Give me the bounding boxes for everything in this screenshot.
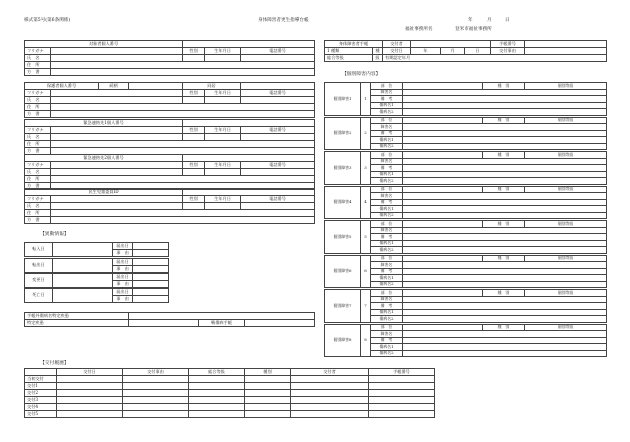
guardian-same-field[interactable] — [241, 83, 315, 90]
disability-grade-label: 個別等級 — [525, 221, 607, 228]
disability-num: 3 — [361, 152, 371, 185]
disability-disease2-field[interactable] — [403, 281, 607, 288]
handbook-month: 月 — [441, 48, 465, 55]
guardian-kata-field[interactable] — [51, 111, 315, 118]
issue-history-cell[interactable] — [123, 411, 189, 418]
disability-label: 個別障害8 — [325, 324, 361, 357]
disability-num: 5 — [361, 221, 371, 254]
issue-history-cell[interactable] — [291, 376, 369, 383]
disability-disease2-label: 傷病名2 — [371, 178, 403, 185]
disability-type-label: 種 別 — [483, 255, 525, 262]
disability-disease1-label: 傷病名1 — [371, 240, 403, 247]
move-date-field[interactable] — [53, 243, 113, 257]
disability-disease1-label: 傷病名1 — [371, 344, 403, 351]
person-gender-label: 性別 — [183, 48, 205, 55]
person-kana-field[interactable] — [51, 48, 183, 55]
move-section-title: 【異動情報】 — [40, 232, 69, 237]
disability-type-label: 種 別 — [483, 290, 525, 297]
disability-label: 個別障害5 — [325, 221, 361, 254]
issue-history-header: 交付者 — [291, 369, 369, 376]
guardian-dob-label: 生年月日 — [205, 90, 241, 97]
disability-part-label: 部 位 — [371, 83, 403, 90]
disability-block — [324, 151, 607, 185]
move-row — [24, 258, 169, 273]
disability-grade-label: 個別等級 — [525, 324, 607, 331]
emergency2-table — [24, 154, 315, 190]
issue-history-cell[interactable] — [123, 404, 189, 411]
disability-grade-label: 個別等級 — [525, 186, 607, 193]
disability-label: 個別障害4 — [325, 186, 361, 219]
guardian-phone-field[interactable] — [241, 97, 315, 104]
handbook-day: 日 — [465, 48, 491, 55]
welfare-kata-field[interactable] — [51, 217, 315, 224]
handbook-year: 年 — [411, 48, 441, 55]
disability-num: 6 — [361, 255, 371, 288]
disability-name-label: 障害名 — [371, 89, 403, 96]
handbook-kind-label: 種 — [373, 48, 383, 55]
person-id-field[interactable] — [183, 41, 315, 48]
disability-grade-label: 個別等級 — [525, 255, 607, 262]
emergency2-dob-label: 生年月日 — [205, 162, 241, 169]
disability-label: 個別障害3 — [325, 152, 361, 185]
guardian-name-field[interactable] — [51, 97, 183, 104]
issue-history-cell[interactable] — [245, 411, 291, 418]
disability-disease2-label: 傷病名2 — [371, 247, 403, 254]
guardian-table — [24, 82, 315, 118]
move-row — [24, 242, 169, 257]
move-row — [24, 273, 169, 288]
disability-disease2-label: 傷病名2 — [371, 316, 403, 323]
move-reason-field[interactable] — [133, 266, 169, 273]
disability-label: 個別障害6 — [325, 255, 361, 288]
emergency1-name-field[interactable] — [51, 134, 183, 141]
person-kata-label: 方 書 — [25, 69, 51, 76]
person-id-label: 対象者個人番号 — [25, 41, 183, 48]
emergency1-phone-field[interactable] — [241, 134, 315, 141]
disability-name-label: 障害名 — [371, 158, 403, 165]
form-number: 様式第5号(第6条関係) — [24, 18, 71, 23]
emergency2-kata-label: 方 書 — [25, 183, 51, 190]
issue-history-header: 手帳番号 — [369, 369, 435, 376]
move-type-label: 死亡日 — [25, 289, 53, 303]
issue-history-cell[interactable] — [57, 397, 123, 404]
disability-name-label: 障害名 — [371, 227, 403, 234]
issue-history-cell[interactable] — [291, 397, 369, 404]
disability-name-label: 障害名 — [371, 296, 403, 303]
emergency1-phone-label: 電話番号 — [241, 127, 315, 134]
disability-block — [324, 324, 607, 358]
date-day: 日 — [505, 18, 510, 23]
issue-history-cell[interactable] — [123, 397, 189, 404]
disability-block — [324, 186, 607, 220]
disability-name-label: 障害名 — [371, 193, 403, 200]
emergency1-dob-field[interactable] — [205, 134, 241, 141]
emergency2-gender-label: 性別 — [183, 162, 205, 169]
guardian-name-label: 氏 名 — [25, 97, 51, 104]
disability-disease2-field[interactable] — [403, 178, 607, 185]
person-kana-label: フリガナ — [25, 48, 51, 55]
issue-history-row-label: 交付3 — [25, 397, 57, 404]
issue-history-cell[interactable] — [245, 383, 291, 390]
issue-history-cell[interactable] — [57, 390, 123, 397]
welfare-phone-field[interactable] — [241, 203, 315, 210]
disability-disease1-label: 傷病名1 — [371, 137, 403, 144]
emergency1-gender-field[interactable] — [183, 134, 205, 141]
emergency1-table — [24, 119, 315, 155]
disability-type-label: 種 別 — [483, 117, 525, 124]
handbook-num-field[interactable] — [525, 41, 607, 48]
disability-disease2-label: 傷病名2 — [371, 109, 403, 116]
war-handbook-label: 戦傷病手帳 — [199, 320, 245, 327]
disability-disease1-label: 傷病名1 — [371, 309, 403, 316]
emergency1-id-field[interactable] — [183, 120, 315, 127]
disability-block — [324, 289, 607, 323]
move-type-label: 転入日 — [25, 243, 53, 257]
disability-disease2-field[interactable] — [403, 109, 607, 116]
disability-block — [324, 117, 607, 151]
disability-disease1-label: 傷病名1 — [371, 206, 403, 213]
welfare-name-field[interactable] — [51, 203, 183, 210]
issue-history-corner — [25, 369, 57, 376]
disability-disease1-label: 傷病名1 — [371, 171, 403, 178]
disability-name-label: 障害名 — [371, 262, 403, 269]
handbook-table — [324, 40, 607, 62]
issue-history-row-label: 交付1 — [25, 383, 57, 390]
disability-disease2-field[interactable] — [403, 143, 607, 150]
emergency2-name-label: 氏 名 — [25, 169, 51, 176]
handbook-issuer-label: 交付者 — [383, 41, 411, 48]
emergency2-dob-field[interactable] — [205, 169, 241, 176]
disability-note-label: 備 考 — [371, 165, 403, 172]
person-dob-label: 生年月日 — [205, 48, 241, 55]
person-name-label: 氏 名 — [25, 55, 51, 62]
welfare-address-field[interactable] — [51, 210, 315, 217]
emergency1-address-field[interactable] — [51, 141, 315, 148]
issue-history-cell[interactable] — [189, 397, 245, 404]
guardian-id-label: 保護者個人番号 — [25, 83, 99, 90]
disability-name-label: 障害名 — [371, 331, 403, 338]
handbook-num-label: 手帳番号 — [491, 41, 525, 48]
emergency2-name-field[interactable] — [51, 169, 183, 176]
emergency1-kana-field[interactable] — [51, 127, 183, 134]
issue-history-cell[interactable] — [57, 376, 123, 383]
emergency1-dob-label: 生年月日 — [205, 127, 241, 134]
guardian-kana-field[interactable] — [51, 90, 183, 97]
disability-disease2-field[interactable] — [403, 316, 607, 323]
move-reason-label: 事 由 — [113, 250, 133, 257]
issue-history-cell[interactable] — [189, 404, 245, 411]
issue-history-cell[interactable] — [369, 397, 435, 404]
issue-history-cell[interactable] — [57, 404, 123, 411]
issue-history-cell[interactable] — [245, 404, 291, 411]
disability-note-label: 備 考 — [371, 303, 403, 310]
issue-history-header: 総合等級 — [189, 369, 245, 376]
disability-type-label: 種 別 — [483, 83, 525, 90]
move-report-label: 届出日 — [113, 289, 133, 296]
welfare-kana-field[interactable] — [51, 196, 183, 203]
disability-num: 1 — [361, 83, 371, 116]
move-report-label: 届出日 — [113, 259, 133, 266]
issue-history-cell[interactable] — [189, 411, 245, 418]
guardian-phone-label: 電話番号 — [241, 90, 315, 97]
move-date-field[interactable] — [53, 289, 113, 303]
move-report-field[interactable] — [133, 259, 169, 266]
move-report-field[interactable] — [133, 274, 169, 281]
guardian-kana-label: フリガナ — [25, 90, 51, 97]
disability-part-label: 部 位 — [371, 152, 403, 159]
office-name: 登米市福祉事務所 — [455, 27, 492, 32]
issue-history-cell[interactable] — [369, 404, 435, 411]
guardian-gender-field[interactable] — [183, 97, 205, 104]
disability-note-label: 備 考 — [371, 337, 403, 344]
emergency2-kana-label: フリガナ — [25, 162, 51, 169]
welfare-dob-field[interactable] — [205, 203, 241, 210]
move-type-label: 変更日 — [25, 274, 53, 288]
emergency2-id-field[interactable] — [183, 155, 315, 162]
disability-grade-label: 個別等級 — [525, 290, 607, 297]
issue-history-cell[interactable] — [291, 411, 369, 418]
issue-history-cell[interactable] — [369, 376, 435, 383]
welfare-id-label: 民生児童委員ID — [25, 189, 183, 196]
emergency2-address-label: 住 所 — [25, 176, 51, 183]
disability-disease2-field[interactable] — [403, 350, 607, 357]
disability-part-label: 部 位 — [371, 290, 403, 297]
issue-history-cell[interactable] — [189, 383, 245, 390]
issue-history-cell[interactable] — [57, 411, 123, 418]
person-gender-field[interactable] — [183, 55, 205, 62]
move-reason-field[interactable] — [133, 296, 169, 303]
welfare-gender-label: 性別 — [183, 196, 205, 203]
specific-disease-field[interactable] — [129, 320, 199, 327]
disability-note-label: 備 考 — [371, 130, 403, 137]
issue-history-cell[interactable] — [245, 397, 291, 404]
date-year: 年 — [468, 18, 473, 23]
issue-history-cell[interactable] — [123, 383, 189, 390]
disability-grade-label: 個別等級 — [525, 83, 607, 90]
disability-part-label: 部 位 — [371, 186, 403, 193]
disability-block — [324, 82, 607, 116]
disability-disease2-label: 傷病名2 — [371, 143, 403, 150]
guardian-address-field[interactable] — [51, 104, 315, 111]
disability-disease2-label: 傷病名2 — [371, 281, 403, 288]
move-report-label: 届出日 — [113, 243, 133, 250]
welfare-phone-label: 電話番号 — [241, 196, 315, 203]
handbook-title: 身体障害者手帳 — [325, 41, 383, 48]
guardian-same-label: 同居 — [183, 83, 241, 90]
emergency2-kana-field[interactable] — [51, 162, 183, 169]
issue-history-row-label: 交付4 — [25, 404, 57, 411]
issue-history-cell[interactable] — [57, 383, 123, 390]
disability-grade-label: 個別等級 — [525, 117, 607, 124]
disability-type-label: 種 別 — [483, 152, 525, 159]
disability-disease1-label: 傷病名1 — [371, 102, 403, 109]
person-dob-field[interactable] — [205, 55, 241, 62]
person-phone-label: 電話番号 — [241, 48, 315, 55]
emergency2-gender-field[interactable] — [183, 169, 205, 176]
handbook-total-grade-label: 総合等級 — [325, 55, 373, 62]
issue-history-header: 種別 — [245, 369, 291, 376]
disability-label: 個別障害7 — [325, 290, 361, 323]
handbook-reason-field[interactable] — [525, 48, 607, 55]
guardian-gender-label: 性別 — [183, 90, 205, 97]
move-reason-field[interactable] — [133, 281, 169, 288]
issue-history-cell[interactable] — [369, 383, 435, 390]
disability-num: 7 — [361, 290, 371, 323]
guardian-kata-label: 方 書 — [25, 111, 51, 118]
page-title: 身体障害者更生指導台帳 — [258, 18, 309, 23]
disability-disease2-label: 傷病名2 — [371, 212, 403, 219]
move-date-field[interactable] — [53, 259, 113, 273]
disability-name-label: 障害名 — [371, 124, 403, 131]
issue-history-header: 交付事由 — [123, 369, 189, 376]
person-kata-field[interactable] — [51, 69, 315, 76]
person-phone-field[interactable] — [241, 55, 315, 62]
issue-history-cell[interactable] — [245, 376, 291, 383]
handbook-issue-date-label: 交付日 — [383, 48, 411, 55]
disability-num: 4 — [361, 186, 371, 219]
disability-type-label: 種 別 — [483, 186, 525, 193]
issue-history-cell[interactable] — [291, 390, 369, 397]
disability-label: 個別障害1 — [325, 83, 361, 116]
handbook-recert-label: 有期認定年月 — [383, 55, 607, 62]
disability-label: 個別障害2 — [325, 117, 361, 150]
move-reason-label: 事 由 — [113, 266, 133, 273]
disability-part-label: 部 位 — [371, 117, 403, 124]
issue-history-cell[interactable] — [123, 376, 189, 383]
disability-part-label: 部 位 — [371, 324, 403, 331]
specific-disease-label: 特定疾患 — [25, 320, 129, 327]
issue-history-cell[interactable] — [369, 390, 435, 397]
office-label: 福祉事務所名 — [405, 27, 433, 32]
date-month: 月 — [487, 18, 492, 23]
disability-disease2-label: 傷病名2 — [371, 350, 403, 357]
issue-history-cell[interactable] — [245, 390, 291, 397]
handbook-reason-label: 交付事由 — [491, 48, 525, 55]
issue-history-row-label: 交付5 — [25, 411, 57, 418]
person-name-field[interactable] — [51, 55, 183, 62]
disability-note-label: 備 考 — [371, 199, 403, 206]
move-reason-label: 事 由 — [113, 296, 133, 303]
issue-history-header: 交付日 — [57, 369, 123, 376]
guardian-dob-field[interactable] — [205, 97, 241, 104]
welfare-gender-field[interactable] — [183, 203, 205, 210]
war-handbook-field[interactable] — [245, 320, 315, 327]
disability-part-label: 部 位 — [371, 221, 403, 228]
disability-block — [324, 255, 607, 289]
guardian-address-label: 住 所 — [25, 104, 51, 111]
disability-grade-label: 個別等級 — [525, 152, 607, 159]
disease-outside-field[interactable] — [129, 313, 315, 320]
move-report-field[interactable] — [133, 243, 169, 250]
move-type-label: 転出日 — [25, 259, 53, 273]
handbook-issuer-field[interactable] — [411, 41, 491, 48]
issue-history-table — [24, 368, 435, 418]
emergency1-id-label: 緊急連絡先1個人番号 — [25, 120, 183, 127]
move-report-field[interactable] — [133, 289, 169, 296]
move-report-label: 届出日 — [113, 274, 133, 281]
disability-disease2-field[interactable] — [403, 247, 607, 254]
emergency1-address-label: 住 所 — [25, 141, 51, 148]
emergency2-phone-field[interactable] — [241, 169, 315, 176]
handbook-grade-label: 級 — [373, 55, 383, 62]
move-date-field[interactable] — [53, 274, 113, 288]
emergency1-kata-label: 方 書 — [25, 148, 51, 155]
issue-history-cell[interactable] — [291, 383, 369, 390]
disability-disease1-label: 傷病名1 — [371, 275, 403, 282]
move-reason-label: 事 由 — [113, 281, 133, 288]
issue-history-cell[interactable] — [123, 390, 189, 397]
disability-disease2-field[interactable] — [403, 212, 607, 219]
emergency1-gender-label: 性別 — [183, 127, 205, 134]
issue-history-cell[interactable] — [189, 390, 245, 397]
welfare-name-label: 氏 名 — [25, 203, 51, 210]
disability-note-label: 備 考 — [371, 234, 403, 241]
disability-block — [324, 220, 607, 254]
person-address-label: 住 所 — [25, 62, 51, 69]
issue-history-cell[interactable] — [369, 411, 435, 418]
emergency2-phone-label: 電話番号 — [241, 162, 315, 169]
disability-type-label: 種 別 — [483, 324, 525, 331]
guardian-relation-field[interactable] — [129, 83, 183, 90]
disease-outside-label: 手帳外傷病名特定疾患 — [25, 313, 129, 320]
issue-history-cell[interactable] — [189, 376, 245, 383]
move-row — [24, 288, 169, 303]
welfare-dob-label: 生年月日 — [205, 196, 241, 203]
emergency1-name-label: 氏 名 — [25, 134, 51, 141]
welfare-table — [24, 188, 315, 224]
disability-note-label: 備 考 — [371, 96, 403, 103]
issue-history-row-label: 交付2 — [25, 390, 57, 397]
welfare-address-label: 住 所 — [25, 210, 51, 217]
guardian-relation-label: 続柄 — [99, 83, 129, 90]
person-table — [24, 40, 315, 76]
issue-history-title: 【交付履歴】 — [40, 361, 69, 366]
disease-table — [24, 312, 315, 327]
disability-num: 2 — [361, 117, 371, 150]
welfare-id-field[interactable] — [183, 189, 315, 196]
disability-num: 8 — [361, 324, 371, 357]
disability-section-title: 【個別障害内容】 — [342, 72, 381, 77]
move-reason-field[interactable] — [133, 250, 169, 257]
disability-part-label: 部 位 — [371, 255, 403, 262]
emergency2-address-field[interactable] — [51, 176, 315, 183]
emergency2-id-label: 緊急連絡先2個人番号 — [25, 155, 183, 162]
disability-type-label: 種 別 — [483, 221, 525, 228]
issue-history-row-label: 当初交付 — [25, 376, 57, 383]
welfare-kata-label: 方 書 — [25, 217, 51, 224]
handbook-type-label: 1 種類 — [325, 48, 373, 55]
issue-history-cell[interactable] — [291, 404, 369, 411]
person-address-field[interactable] — [51, 62, 315, 69]
emergency1-kana-label: フリガナ — [25, 127, 51, 134]
disability-note-label: 備 考 — [371, 268, 403, 275]
welfare-kana-label: フリガナ — [25, 196, 51, 203]
